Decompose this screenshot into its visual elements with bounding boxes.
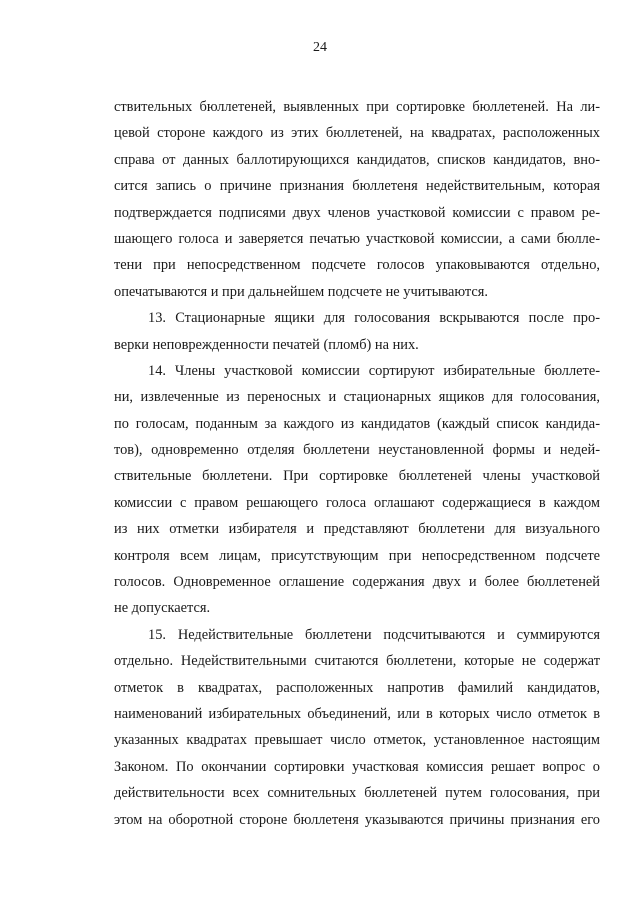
text-line: 15. Недействительные бюллетени подсчитываются и суммируются: [148, 626, 600, 643]
text-line: не допускается.: [114, 600, 211, 617]
text-line: тени при непосредственном подсчете голосов упаковываются отдельно,: [114, 257, 600, 274]
paragraph-continuation: [114, 94, 600, 305]
text-line: отметок в квадратах, расположенных напротив фамилий кандидатов,: [114, 679, 600, 696]
text-line: действительности всех сомнительных бюллетеней путем голосования, при: [114, 785, 600, 802]
text-line: по голосам, поданным за каждого из кандидатов (каждый список кандида-: [114, 415, 600, 432]
page-number: 24: [313, 40, 327, 55]
text-line: цевой стороне каждого из этих бюллетеней, на квадратах, расположенных: [114, 125, 600, 142]
text-line: голосов. Одновременное оглашение содержания двух и более бюллетеней: [114, 574, 600, 591]
document-body: [114, 94, 600, 833]
text-line: 14. Члены участковой комиссии сортируют избирательные бюллете-: [148, 362, 600, 379]
text-line: контроля всем лицам, присутствующим при непосредственном подсчете: [114, 547, 600, 564]
paragraph-13: [114, 305, 600, 358]
text-line: ствительные бюллетени. При сортировке бюллетеней члены участковой: [114, 468, 600, 485]
text-line: указанных квадратах превышает число отметок, установленное настоящим: [114, 732, 600, 749]
text-line: опечатываются и при дальнейшем подсчете не учитываются.: [114, 283, 488, 300]
text-line: справа от данных баллотирующихся кандидатов, списков кандидатов, вно-: [114, 151, 600, 168]
text-line: комиссии с правом решающего голоса оглашают содержащиеся в каждом: [114, 494, 600, 511]
text-line: тов), одновременно отделяя бюллетени неустановленной формы и недей-: [114, 442, 600, 459]
text-line: 13. Стационарные ящики для голосования вскрываются после про-: [148, 310, 600, 327]
text-line: шающего голоса и заверяется печатью участковой комиссии, а сами бюлле-: [114, 230, 600, 247]
text-line: этом на оборотной стороне бюллетеня указываются причины признания его: [114, 811, 600, 828]
text-line: наименований избирательных объединений, или в которых число отметок в: [114, 705, 600, 722]
text-line: сится запись о причине признания бюллетеня недействительным, которая: [114, 178, 600, 195]
text-line: ни, извлеченные из переносных и стационарных ящиков для голосования,: [114, 389, 600, 406]
text-line: из них отметки избирателя и представляют бюллетени для визуального: [114, 521, 600, 538]
text-line: подтверждается подписями двух членов участковой комиссии с правом ре-: [114, 204, 600, 221]
paragraph-15: [114, 622, 600, 833]
text-line: ствительных бюллетеней, выявленных при сортировке бюллетеней. На ли-: [114, 99, 600, 115]
text-line: Законом. По окончании сортировки участковая комиссия решает вопрос о: [114, 758, 600, 775]
text-line: верки неповрежденности печатей (пломб) на них.: [114, 336, 419, 353]
paragraph-14: [114, 358, 600, 622]
text-line: отдельно. Недействительными считаются бюллетени, которые не содержат: [114, 653, 600, 670]
